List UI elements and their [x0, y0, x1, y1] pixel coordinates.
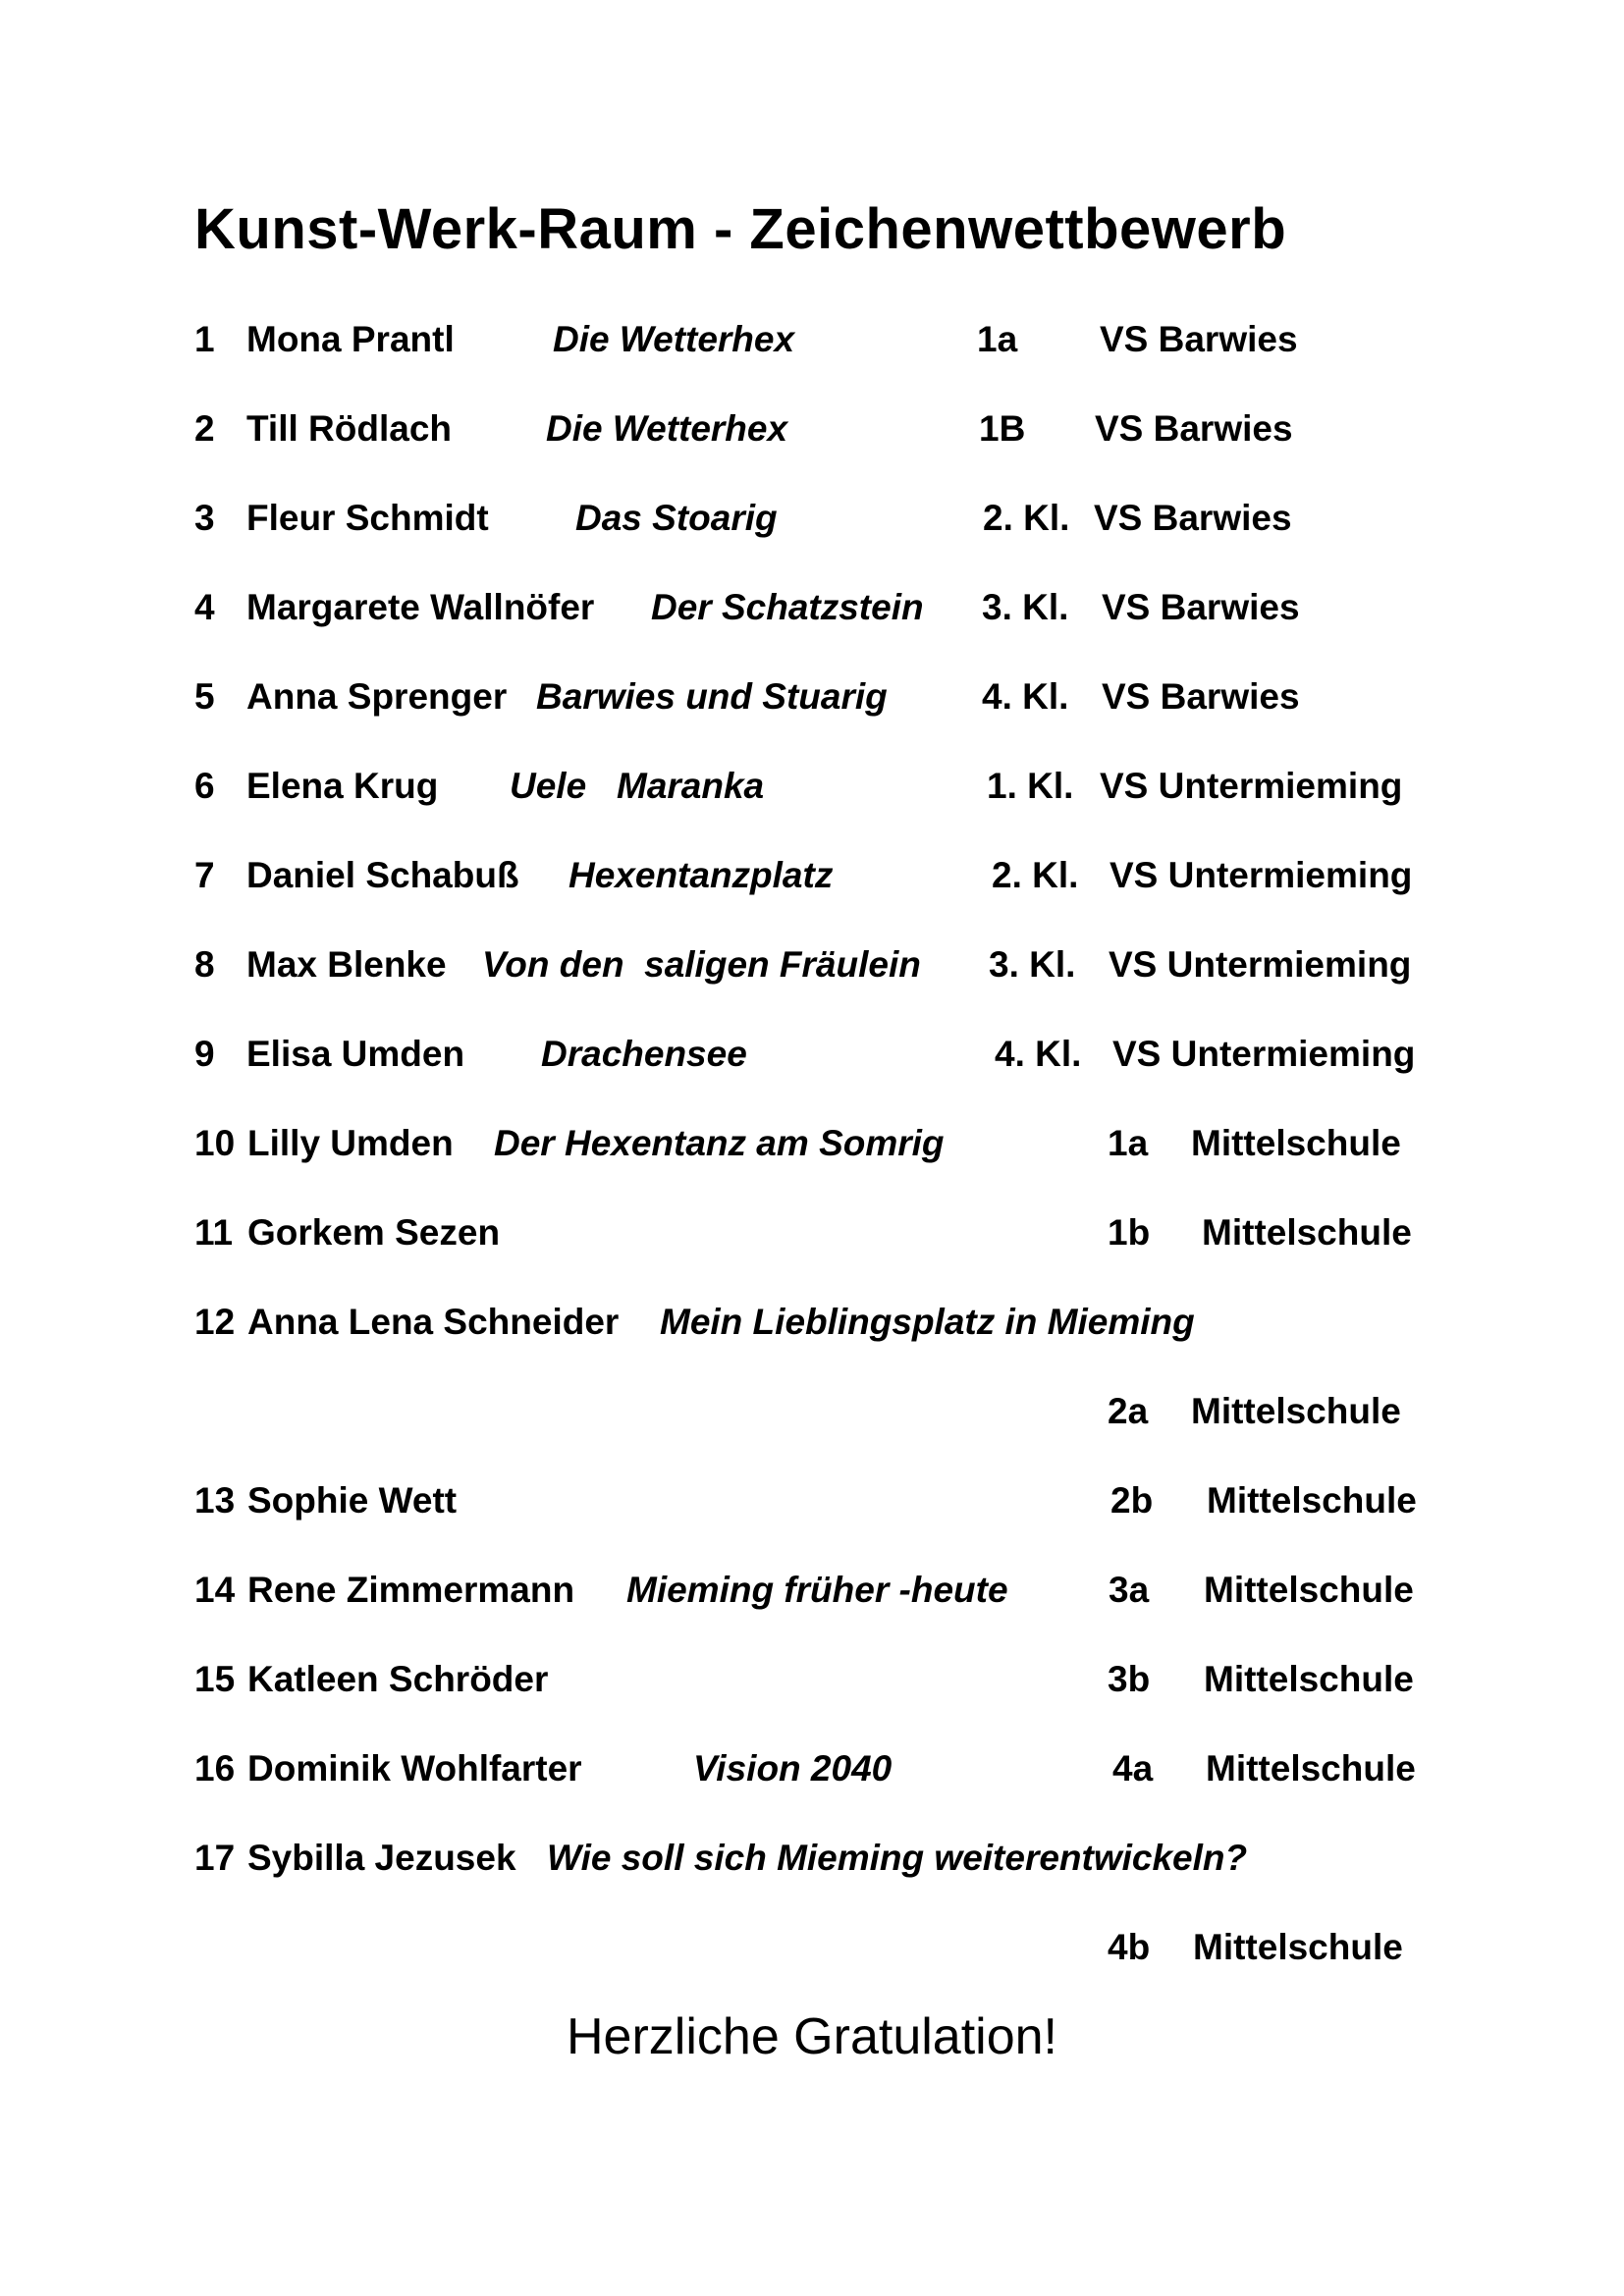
list-item	[0, 408, 1624, 467]
entry-school: Mittelschule	[1204, 1659, 1414, 1699]
entry-class: 4b	[1108, 1927, 1151, 1967]
entry-work: Die Wetterhex	[546, 408, 788, 449]
list-item	[0, 319, 1624, 378]
list-item	[0, 944, 1624, 1003]
entry-number: 10	[194, 1123, 236, 1163]
entry-work: Hexentanzplatz	[568, 855, 834, 895]
entry-school: Mittelschule	[1207, 1480, 1417, 1521]
entry-name: Sybilla Jezusek	[247, 1838, 516, 1878]
entry-class: 1B	[979, 408, 1026, 449]
entry-class: 1. Kl.	[987, 766, 1074, 806]
congratulation-text: Herzliche Gratulation!	[567, 2008, 1057, 2065]
list-item	[0, 1659, 1624, 1718]
entry-name: Dominik Wohlfarter	[247, 1748, 582, 1789]
entry-number: 16	[194, 1748, 236, 1789]
entry-name: Anna Sprenger	[246, 676, 508, 717]
entry-number: 7	[194, 855, 215, 895]
entry-number: 15	[194, 1659, 236, 1699]
entry-number: 6	[194, 766, 215, 806]
entry-work: Das Stoarig	[575, 498, 778, 538]
entry-class: 2. Kl.	[983, 498, 1070, 538]
entry-number: 3	[194, 498, 215, 538]
entry-class: 4a	[1112, 1748, 1154, 1789]
entry-school: VS Barwies	[1102, 587, 1300, 627]
entry-school: VS Barwies	[1095, 408, 1293, 449]
list-item	[0, 855, 1624, 914]
entry-name: Fleur Schmidt	[246, 498, 489, 538]
entry-name: Elisa Umden	[246, 1034, 465, 1074]
entry-number: 1	[194, 319, 215, 359]
list-item	[0, 1123, 1624, 1182]
entry-class: 3. Kl.	[982, 587, 1069, 627]
entry-name: Lilly Umden	[247, 1123, 454, 1163]
entry-name: Mona Prantl	[246, 319, 455, 359]
entry-number: 12	[194, 1302, 236, 1342]
list-item	[0, 1480, 1624, 1539]
entry-work: Mieming früher -heute	[626, 1570, 1008, 1610]
entry-work: Mein Lieblingsplatz in Mieming	[660, 1302, 1195, 1342]
list-item	[0, 1212, 1624, 1271]
entry-number: 14	[194, 1570, 236, 1610]
entry-number: 11	[194, 1212, 234, 1253]
entry-name: Sophie Wett	[247, 1480, 458, 1521]
entry-class: 3. Kl.	[989, 944, 1076, 985]
entry-school: VS Untermieming	[1112, 1034, 1416, 1074]
entry-work: Vision 2040	[693, 1748, 893, 1789]
entry-work: Uele Maranka	[510, 766, 765, 806]
entry-school: Mittelschule	[1191, 1391, 1401, 1431]
entry-school: Mittelschule	[1206, 1748, 1416, 1789]
entry-name: Till Rödlach	[246, 408, 453, 449]
entry-name: Rene Zimmermann	[247, 1570, 575, 1610]
entry-school: VS Barwies	[1100, 319, 1298, 359]
entry-class: 1b	[1108, 1212, 1151, 1253]
entry-school: VS Untermieming	[1109, 944, 1412, 985]
entry-work: Von den saligen Fräulein	[482, 944, 921, 985]
entry-work: Wie soll sich Mieming weiterentwickeln?	[547, 1838, 1248, 1878]
list-item	[0, 587, 1624, 646]
entry-number: 13	[194, 1480, 236, 1521]
entry-class: 1a	[977, 319, 1018, 359]
entry-class: 2a	[1108, 1391, 1149, 1431]
entry-name: Anna Lena Schneider	[247, 1302, 620, 1342]
entry-school: Mittelschule	[1193, 1927, 1403, 1967]
entry-school: VS Barwies	[1102, 676, 1300, 717]
entry-school: VS Barwies	[1094, 498, 1292, 538]
list-item	[0, 766, 1624, 825]
entry-class: 4. Kl.	[982, 676, 1069, 717]
entry-school: VS Untermieming	[1100, 766, 1403, 806]
list-item	[0, 1748, 1624, 1807]
entry-school: Mittelschule	[1191, 1123, 1401, 1163]
list-item	[0, 1034, 1624, 1093]
list-item	[0, 676, 1624, 735]
entry-number: 2	[194, 408, 215, 449]
entry-name: Max Blenke	[246, 944, 447, 985]
entry-class: 4. Kl.	[995, 1034, 1082, 1074]
list-item	[0, 1838, 1624, 1967]
entry-work: Barwies und Stuarig	[536, 676, 888, 717]
entry-school: VS Untermieming	[1110, 855, 1413, 895]
entry-work: Die Wetterhex	[553, 319, 795, 359]
entry-work: Der Hexentanz am Somrig	[494, 1123, 945, 1163]
list-item	[0, 498, 1624, 557]
entry-class: 3b	[1108, 1659, 1151, 1699]
list-item	[0, 1570, 1624, 1629]
entry-school: Mittelschule	[1202, 1212, 1412, 1253]
entry-work: Der Schatzstein	[651, 587, 924, 627]
entry-class: 2. Kl.	[992, 855, 1079, 895]
entry-name: Katleen Schröder	[247, 1659, 549, 1699]
entry-name: Gorkem Sezen	[247, 1212, 501, 1253]
entry-number: 4	[194, 587, 215, 627]
entry-number: 9	[194, 1034, 215, 1074]
entry-work: Drachensee	[541, 1034, 747, 1074]
entry-number: 5	[194, 676, 215, 717]
entry-number: 17	[194, 1838, 236, 1878]
entry-number: 8	[194, 944, 215, 985]
page-title: Kunst-Werk-Raum - Zeichenwettbewerb	[194, 197, 1287, 261]
entry-name: Margarete Wallnöfer	[246, 587, 595, 627]
entry-class: 2b	[1110, 1480, 1154, 1521]
entry-school: Mittelschule	[1204, 1570, 1414, 1610]
entry-class: 3a	[1109, 1570, 1150, 1610]
list-item	[0, 1302, 1624, 1431]
entry-name: Daniel Schabuß	[246, 855, 519, 895]
entry-class: 1a	[1108, 1123, 1149, 1163]
entry-name: Elena Krug	[246, 766, 439, 806]
